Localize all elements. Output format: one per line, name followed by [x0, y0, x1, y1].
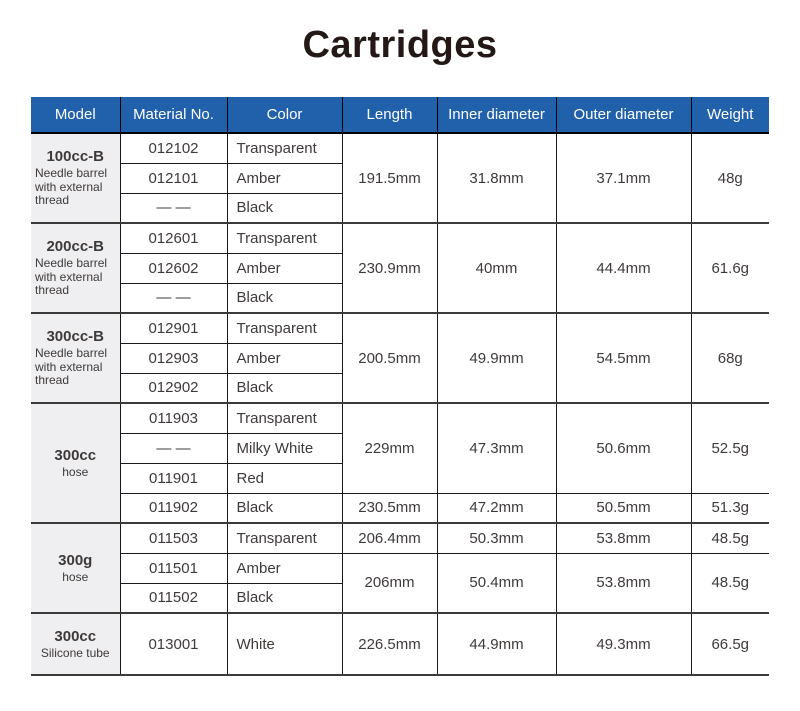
color-cell: Transparent — [227, 403, 342, 433]
color-cell: Black — [227, 583, 342, 613]
table-row — [31, 613, 769, 675]
color-cell: Amber — [227, 253, 342, 283]
material-no-cell: 012903 — [120, 343, 227, 373]
color-cell: Transparent — [227, 133, 342, 163]
outer-diameter-cell: 50.5mm — [556, 493, 691, 523]
model-subtitle: Needle barrel with external thread — [35, 346, 108, 388]
weight-cell: 48.5g — [691, 553, 769, 613]
color-cell: Red — [227, 463, 342, 493]
model-cell — [31, 313, 120, 403]
material-no-cell: 012102 — [120, 133, 227, 163]
color-cell: Transparent — [227, 223, 342, 253]
cartridges-spec-table — [31, 97, 769, 676]
model-name: 300cc — [54, 627, 97, 645]
outer-diameter-cell: 53.8mm — [556, 523, 691, 553]
length-cell: 226.5mm — [342, 613, 437, 675]
weight-cell: 48.5g — [691, 523, 769, 553]
inner-diameter-cell: 40mm — [437, 223, 556, 313]
model-cell — [31, 613, 120, 675]
weight-cell: 51.3g — [691, 493, 769, 523]
color-cell: Black — [227, 193, 342, 223]
model-subtitle: Needle barrel with external thread — [35, 166, 108, 208]
section-300g-hose — [31, 523, 769, 613]
model-subtitle: hose — [62, 464, 89, 479]
model-subtitle: Silicone tube — [40, 645, 110, 660]
model-name: 100cc-B — [46, 148, 105, 166]
material-no-cell: — — — [120, 193, 227, 223]
material-no-cell: 011501 — [120, 553, 227, 583]
color-cell: Amber — [227, 163, 342, 193]
section-300cc-silicone-tube — [31, 613, 769, 675]
length-cell: 200.5mm — [342, 313, 437, 403]
table-row — [31, 523, 769, 553]
color-cell: Black — [227, 373, 342, 403]
inner-diameter-cell: 47.3mm — [437, 403, 556, 493]
model-cell — [31, 523, 120, 613]
inner-diameter-cell: 49.9mm — [437, 313, 556, 403]
inner-diameter-cell: 50.3mm — [437, 523, 556, 553]
color-cell: Amber — [227, 553, 342, 583]
col-header-outer-diameter: Outer diameter — [556, 97, 691, 133]
material-no-cell: — — — [120, 283, 227, 313]
weight-cell: 61.6g — [691, 223, 769, 313]
outer-diameter-cell: 50.6mm — [556, 403, 691, 493]
model-cell — [31, 133, 120, 223]
length-cell: 206.4mm — [342, 523, 437, 553]
material-no-cell: 011502 — [120, 583, 227, 613]
table-header — [31, 97, 769, 133]
outer-diameter-cell: 49.3mm — [556, 613, 691, 675]
outer-diameter-cell: 53.8mm — [556, 553, 691, 613]
col-header-model: Model — [31, 97, 120, 133]
table-row — [31, 223, 769, 253]
page-title: Cartridges — [302, 24, 498, 66]
weight-cell: 68g — [691, 313, 769, 403]
color-cell: White — [227, 613, 342, 675]
table-row — [31, 553, 769, 583]
material-no-cell: — — — [120, 433, 227, 463]
outer-diameter-cell: 54.5mm — [556, 313, 691, 403]
section-300cc-b — [31, 313, 769, 403]
inner-diameter-cell: 50.4mm — [437, 553, 556, 613]
model-name: 200cc-B — [46, 238, 105, 256]
material-no-cell: 011901 — [120, 463, 227, 493]
col-header-length: Length — [342, 97, 437, 133]
table-row — [31, 133, 769, 163]
inner-diameter-cell: 31.8mm — [437, 133, 556, 223]
weight-cell: 52.5g — [691, 403, 769, 493]
weight-cell: 66.5g — [691, 613, 769, 675]
material-no-cell: 011902 — [120, 493, 227, 523]
inner-diameter-cell: 44.9mm — [437, 613, 556, 675]
model-name: 300cc — [54, 446, 97, 464]
section-200cc-b — [31, 223, 769, 313]
model-subtitle: hose — [62, 569, 89, 584]
material-no-cell: 012601 — [120, 223, 227, 253]
section-100cc-b — [31, 133, 769, 223]
length-cell: 229mm — [342, 403, 437, 493]
col-header-inner-diameter: Inner diameter — [437, 97, 556, 133]
table-row — [31, 313, 769, 343]
outer-diameter-cell: 37.1mm — [556, 133, 691, 223]
model-name: 300g — [58, 551, 93, 569]
color-cell: Transparent — [227, 313, 342, 343]
col-header-color: Color — [227, 97, 342, 133]
length-cell: 230.9mm — [342, 223, 437, 313]
model-cell — [31, 223, 120, 313]
color-cell: Milky White — [227, 433, 342, 463]
material-no-cell: 012602 — [120, 253, 227, 283]
outer-diameter-cell: 44.4mm — [556, 223, 691, 313]
col-header-weight: Weight — [691, 97, 769, 133]
model-name: 300cc-B — [46, 328, 105, 346]
weight-cell: 48g — [691, 133, 769, 223]
col-header-material-no: Material No. — [120, 97, 227, 133]
material-no-cell: 011503 — [120, 523, 227, 553]
color-cell: Amber — [227, 343, 342, 373]
model-subtitle: Needle barrel with external thread — [35, 256, 108, 298]
header-row — [31, 97, 769, 133]
color-cell: Transparent — [227, 523, 342, 553]
material-no-cell: 011903 — [120, 403, 227, 433]
material-no-cell: 013001 — [120, 613, 227, 675]
section-300cc-hose — [31, 403, 769, 523]
model-cell — [31, 403, 120, 523]
length-cell: 206mm — [342, 553, 437, 613]
inner-diameter-cell: 47.2mm — [437, 493, 556, 523]
length-cell: 230.5mm — [342, 493, 437, 523]
table-row — [31, 403, 769, 433]
color-cell: Black — [227, 283, 342, 313]
material-no-cell: 012902 — [120, 373, 227, 403]
color-cell: Black — [227, 493, 342, 523]
material-no-cell: 012101 — [120, 163, 227, 193]
table-row — [31, 493, 769, 523]
length-cell: 191.5mm — [342, 133, 437, 223]
material-no-cell: 012901 — [120, 313, 227, 343]
